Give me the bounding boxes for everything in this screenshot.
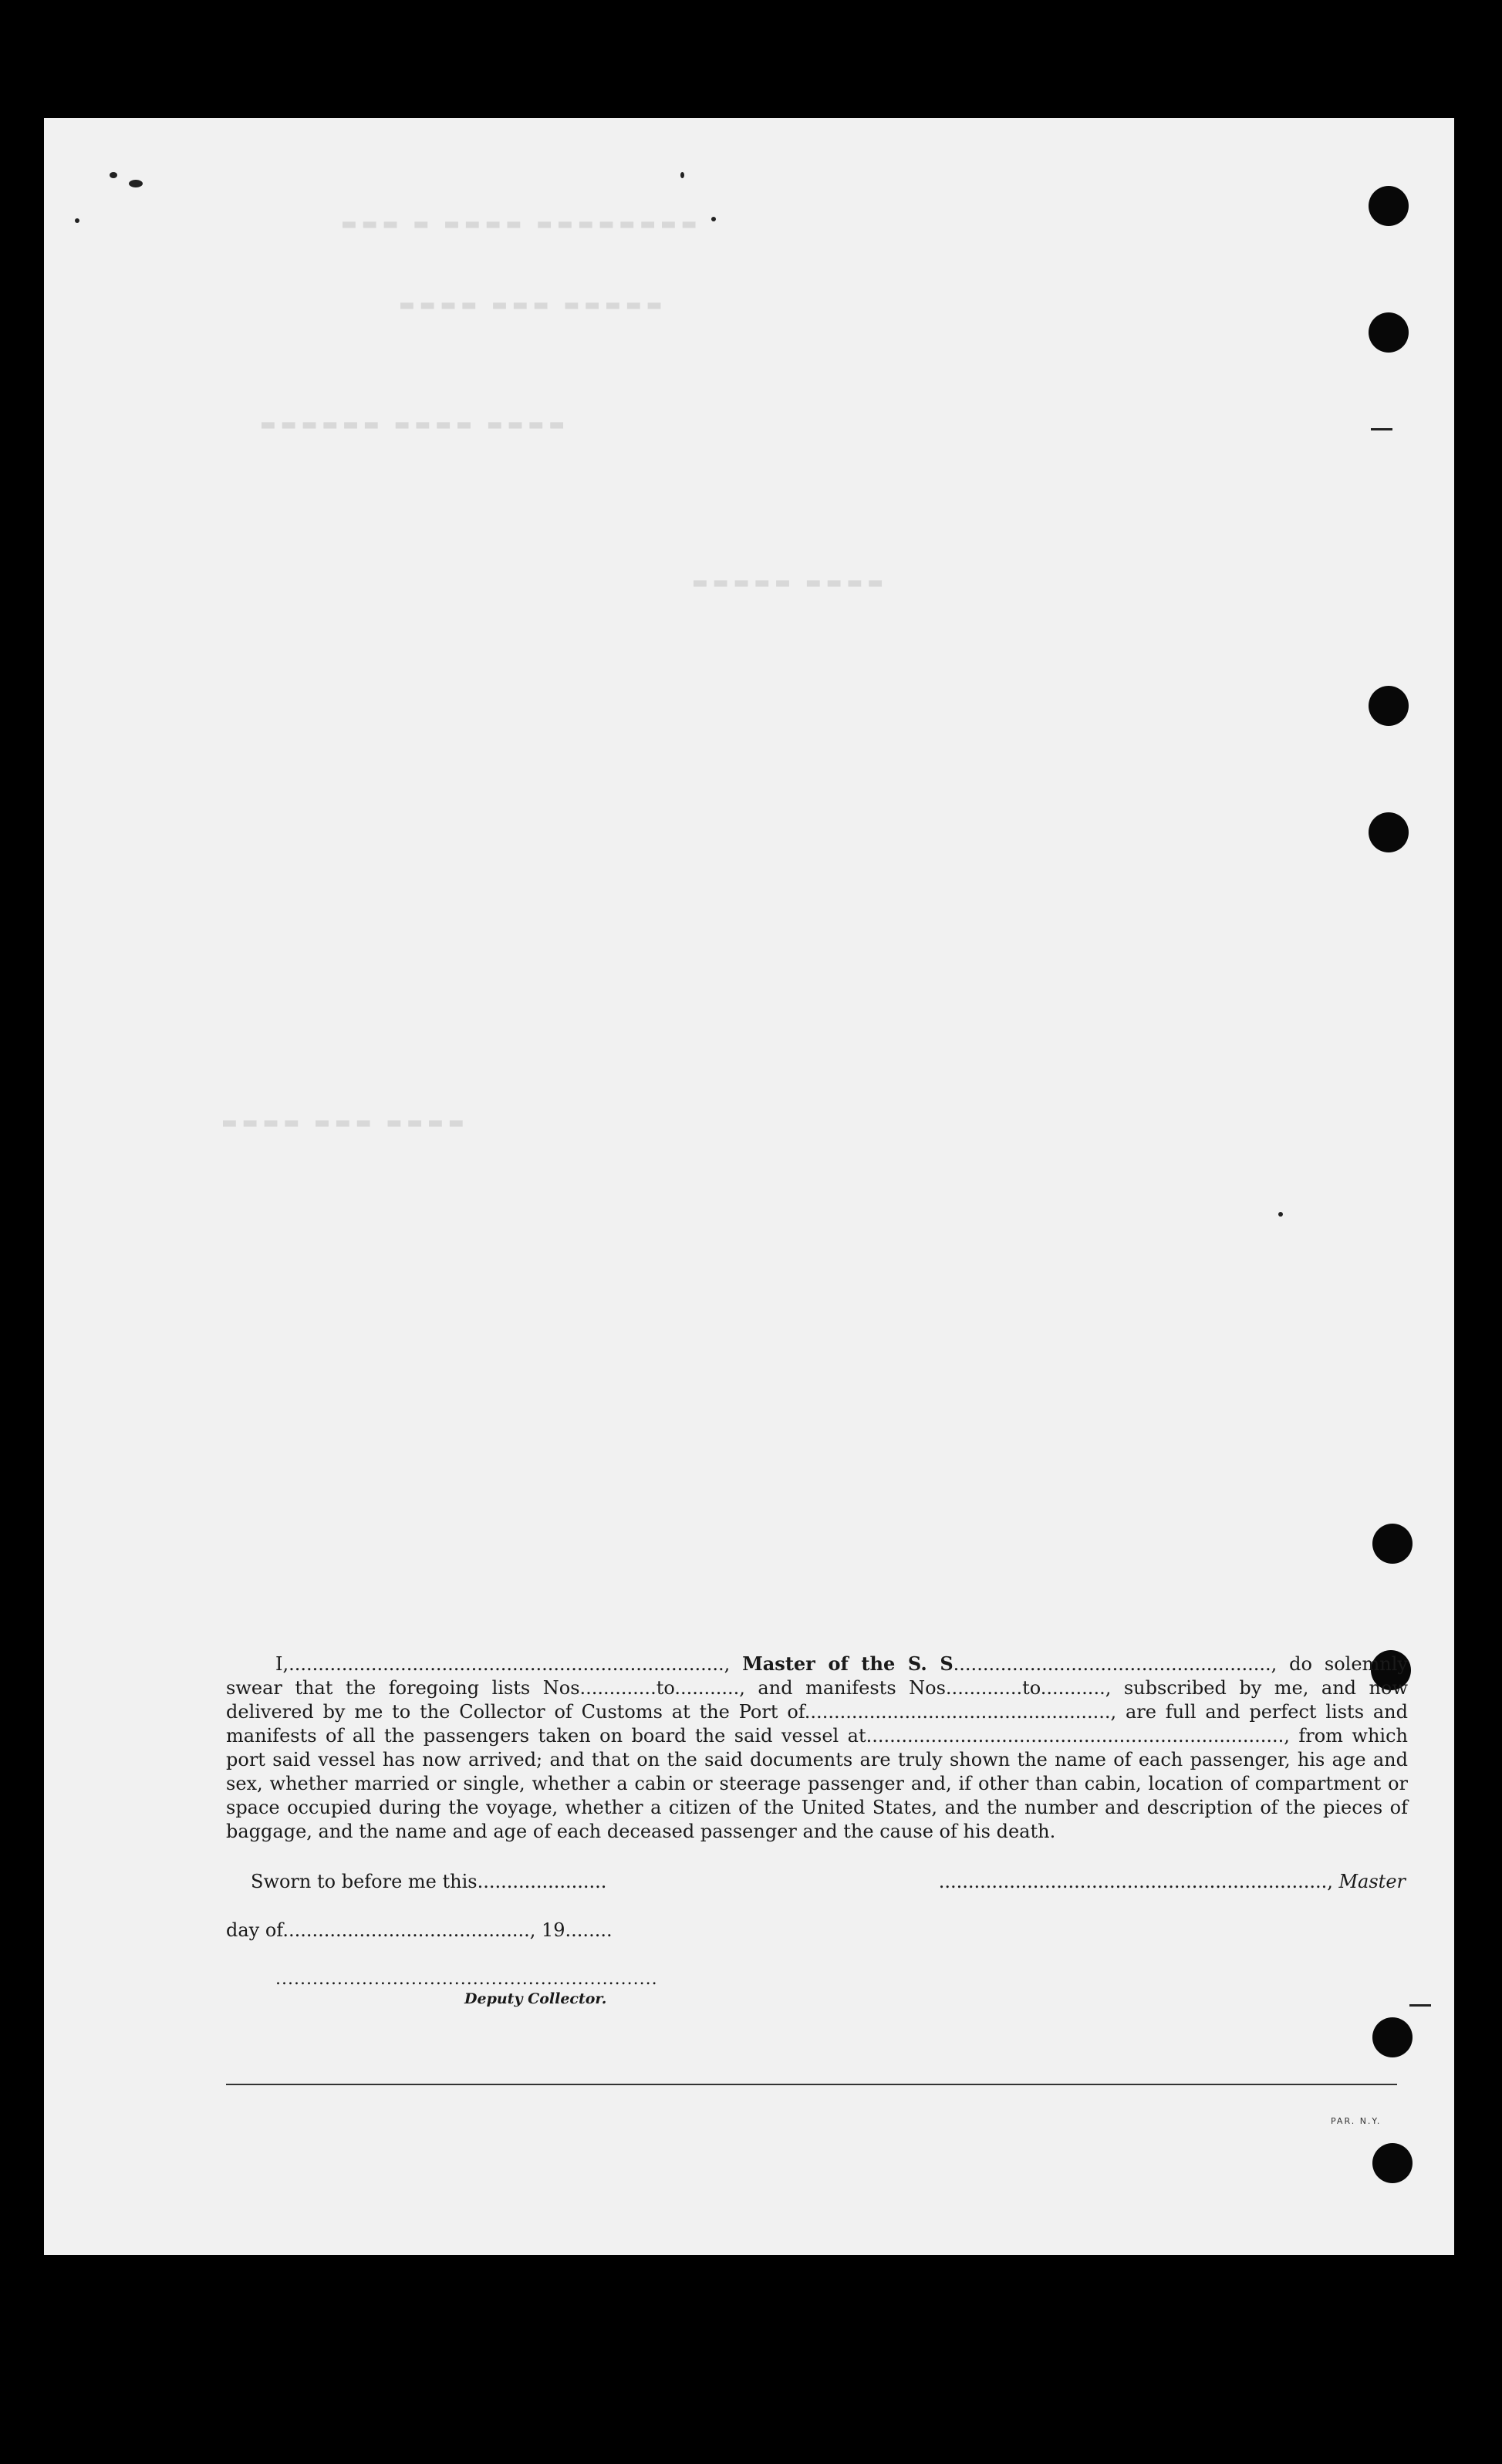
scan-speck: [1409, 2004, 1431, 2007]
punch-hole: [1372, 1524, 1413, 1564]
master-label: Master: [1338, 1871, 1406, 1892]
master-oath-paragraph: [226, 1652, 1408, 1844]
punch-hole: [1369, 312, 1409, 353]
bleed-through-text: ▬▬▬▬▬ ▬▬▬▬: [692, 573, 889, 592]
punch-hole: [1369, 686, 1409, 726]
scan-speck: [711, 217, 716, 221]
form-page: [44, 118, 1454, 2255]
bleed-through-text: ▬▬▬ ▬ ▬▬▬▬ ▬▬▬▬▬▬▬▬: [341, 214, 702, 234]
bleed-through-text: ▬▬▬▬ ▬▬▬ ▬▬▬▬: [221, 1113, 469, 1132]
printer-mark: PAR. N.Y.: [1331, 2116, 1382, 2126]
oath-master-ss: Master of the S. S: [742, 1652, 954, 1675]
bleed-through-text: ▬▬▬▬▬▬ ▬▬▬▬ ▬▬▬▬: [260, 415, 569, 434]
oath-body: ......................................................, do solemnly swear that the foregoing lists Nos.............to..........., and manifests Nos.............to..........., subscribed by me, and now delivered by me to the Collector of Customs at the Port of...................................................., are full and perfect lists and manifests of all the passengers taken on board the said vessel at......................................................................., from which port said vessel has now arrived; and that on the said documents are truly shown the name of each passenger, his age and sex, whether married or single, whether a cabin or steerage passenger and, if other than cabin, location of compartment or space occupied during the voyage, whether a citizen of the United States, and the number and description of the pieces of baggage, and the name and age of each deceased passenger and the cause of his death.: [226, 1653, 1408, 1842]
deputy-signature-dots: ..............................................................: [275, 1970, 658, 1989]
oath-blank-name: I,..........................................................................,: [275, 1653, 743, 1675]
master-dots: ..................................................................,: [938, 1871, 1339, 1892]
master-signature-line: [912, 1871, 1406, 1892]
punch-hole: [1372, 2017, 1413, 2057]
scan-speck: [129, 180, 143, 187]
punch-hole: [1369, 186, 1409, 226]
day-of-line: day of.........................................., 19........: [226, 1919, 613, 1941]
bleed-through-text: ▬▬▬▬ ▬▬▬ ▬▬▬▬▬: [399, 295, 667, 315]
scan-speck: [110, 172, 117, 178]
punch-hole: [1372, 2143, 1413, 2183]
scan-speck: [1278, 1212, 1283, 1217]
scan-speck: [1371, 428, 1392, 430]
sworn-before-line: Sworn to before me this......................: [251, 1871, 607, 1892]
scan-speck: [680, 172, 684, 178]
deputy-collector-label: Deputy Collector.: [464, 1990, 607, 2007]
scan-speck: [75, 218, 79, 223]
punch-hole: [1369, 812, 1409, 852]
footer-rule: [226, 2084, 1397, 2085]
